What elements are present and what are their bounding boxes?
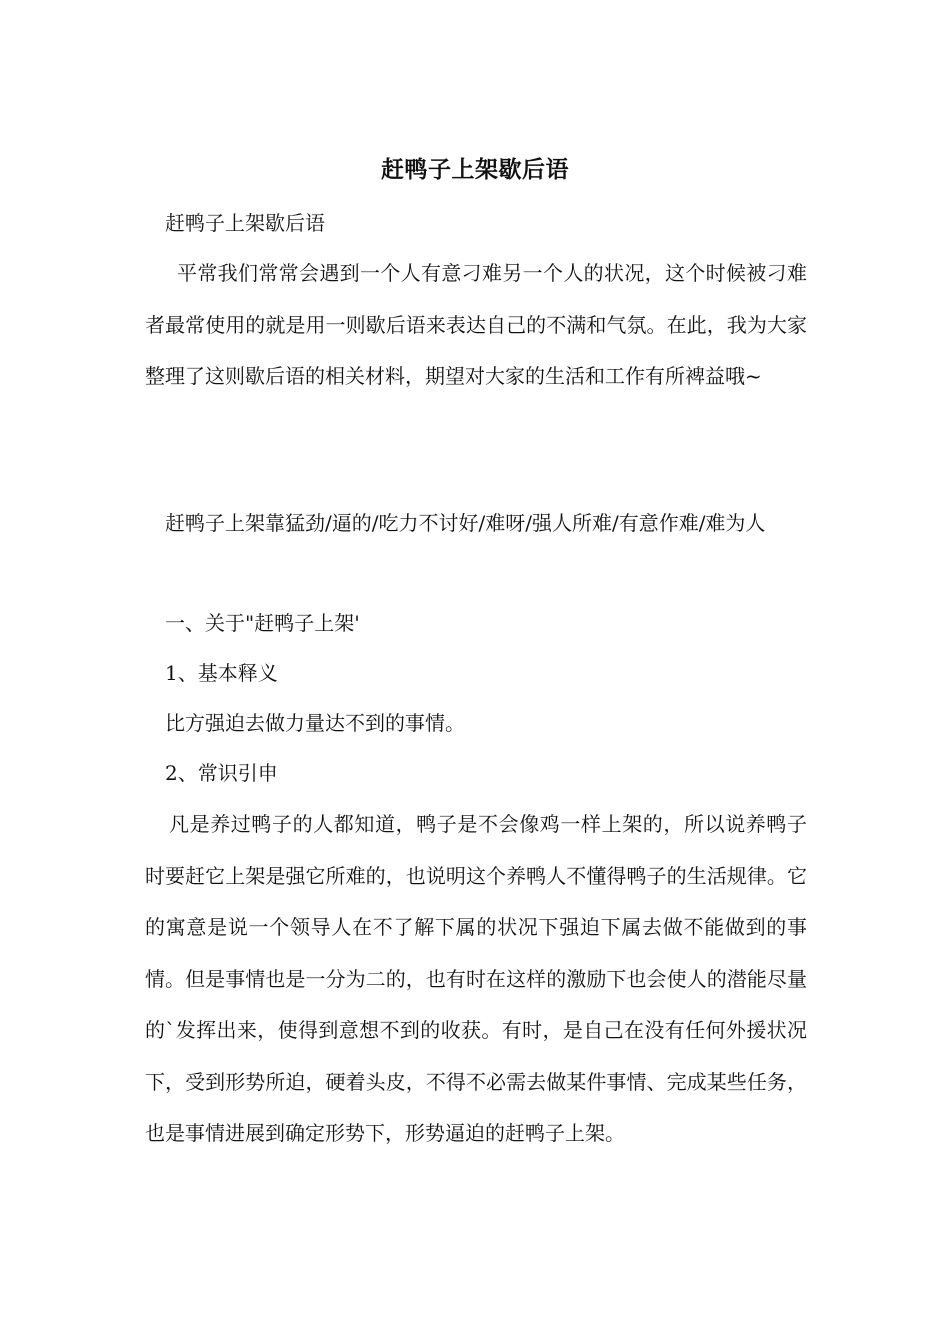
- subtitle-line: 赶鸭子上架歇后语: [165, 211, 325, 235]
- definition-paragraph: 比方强迫去做力量达不到的事情。: [165, 711, 465, 735]
- subsection-heading-basic-meaning: 1、基本释义: [165, 661, 278, 685]
- intro-paragraph: 平常我们常常会遇到一个人有意刁难另一个人的状况，这个时候被刁难者最常使用的就是用一则歇后语来表达自己的不满和气氛。在此，我为大家整理了这则歇后语的相关材料，期望对大家的生活和工作有所裨益哦~: [145, 261, 807, 388]
- section-heading: 一、关于"赶鸭子上架': [165, 611, 360, 635]
- subsection-heading-extension: 2、常识引申: [165, 761, 278, 785]
- saying-paragraph: 赶鸭子上架靠猛劲/逼的/吃力不讨好/难呀/强人所难/有意作难/难为人: [165, 511, 766, 535]
- document-title: 赶鸭子上架歇后语: [381, 156, 569, 183]
- body-paragraph: 凡是养过鸭子的人都知道，鸭子是不会像鸡一样上架的，所以说养鸭子时要赶它上架是强它所难的，也说明这个养鸭人不懂得鸭子的生活规律。它的寓意是说一个领导人在不了解下属的状况下强迫下属去做不能做到的事情。但是事情也是一分为二的，也有时在这样的激励下也会使人的潜能尽量的`发挥出来，使得到意想不到的收获。有时，是自己在没有任何外援状况下，受到形势所迫，硬着头皮，不得不必需去做某件事情、完成某些任务，也是事情进展到确定形势下，形势逼迫的赶鸭子上架。: [145, 812, 807, 1145]
